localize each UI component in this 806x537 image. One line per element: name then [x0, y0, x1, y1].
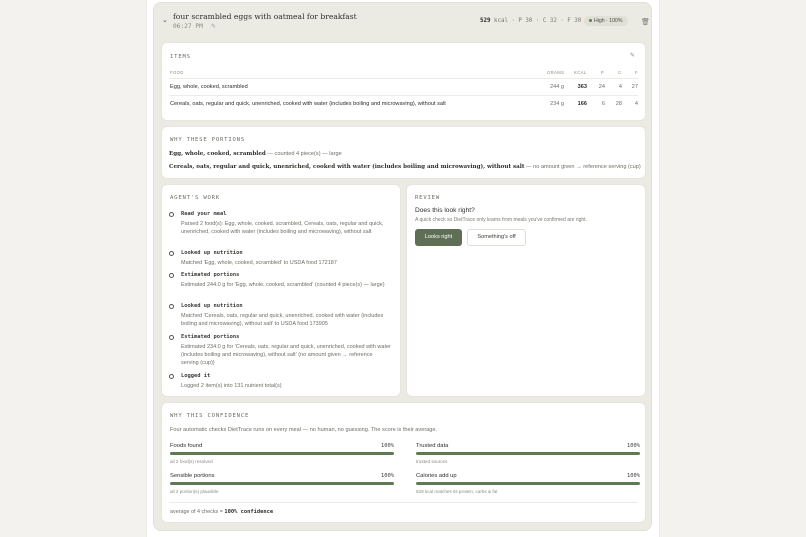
divider — [169, 78, 638, 79]
col-header-grams: GRAMS — [547, 70, 565, 75]
check-percent: 100% — [381, 443, 394, 449]
check-sub: trusted sources — [416, 459, 448, 464]
meal-macros — [480, 18, 581, 24]
step-heading: Logged it — [181, 373, 211, 379]
check-sub: all 2 portion(s) plausible — [170, 489, 219, 494]
col-header-f: F — [635, 70, 638, 75]
confidence-badge — [584, 16, 628, 26]
check-percent: 100% — [627, 473, 640, 479]
average-prefix: average of 4 checks = — [170, 509, 225, 515]
step-detail: Matched 'Egg, whole, cooked, scrambled' to USDA food 172187 — [181, 260, 337, 266]
step-detail: Estimated 234.0 g for 'Cereals, oats, regular and quick, unenriched, cooked with water (includes boiling and microwaving), without salt' (no amount given → reference serving (cup)) — [181, 344, 391, 366]
step-circle-icon — [169, 251, 174, 256]
item-food: Cereals, oats, regular and quick, unenriched, cooked with water (includes boiling and microwaving), without salt — [170, 101, 446, 107]
item-grams: 234 g — [550, 101, 564, 107]
meal-kcal: 529 — [480, 18, 491, 24]
check-bar-fill — [170, 452, 394, 455]
check-label: Sensible portions — [170, 473, 215, 479]
divider — [169, 502, 638, 503]
portion-note: — counted 4 piece(s) — large — [265, 151, 342, 157]
col-header-food: FOOD — [170, 70, 184, 75]
edit-items-icon[interactable]: ✎ — [630, 53, 636, 59]
check-percent: 100% — [381, 473, 394, 479]
confidence-intro: Four automatic checks DietTrace runs on every meal — no human, no guessing. The score is their average. — [170, 427, 438, 433]
check-label: Calories add up — [416, 473, 457, 479]
status-dot-icon — [589, 19, 592, 22]
confidence-title: WHY THIS CONFIDENCE — [170, 413, 250, 419]
check-sub: 529 kcal matches its protein, carbs & fat — [416, 489, 498, 494]
items-card — [161, 42, 646, 121]
step-heading: Estimated portions — [181, 272, 240, 278]
check-label: Trusted data — [416, 443, 449, 449]
step-circle-icon — [169, 304, 174, 309]
step-detail: Matched 'Cereals, oats, regular and quick, unenriched, cooked with water (includes boiling and microwaving), without salt' to USDA food 173905 — [181, 313, 384, 327]
review-card — [406, 184, 646, 397]
item-fat: 4 — [634, 101, 638, 107]
portion-food: Cereals, oats, regular and quick, unenriched, cooked with water (includes boiling and microwaving), without salt — [169, 164, 525, 170]
review-subtitle: A quick check so DietTrace only learns from meals you've confirmed are right. — [415, 217, 587, 223]
portions-title: WHY THESE PORTIONS — [170, 137, 246, 143]
chevron-down-icon[interactable]: ⌄ — [162, 17, 168, 24]
check-bar — [170, 452, 394, 455]
portion-food: Egg, whole, cooked, scrambled — [169, 151, 266, 157]
check-label: Foods found — [170, 443, 203, 449]
step-detail: Estimated 244.0 g for 'Egg, whole, cooked, scrambled' (counted 4 piece(s) — large) — [181, 282, 385, 288]
check-bar-fill — [416, 482, 640, 485]
col-header-p: P — [601, 70, 605, 75]
step-heading: Looked up nutrition — [181, 250, 243, 256]
divider — [169, 95, 638, 96]
col-header-kcal: KCAL — [574, 70, 587, 75]
confidence-badge-text: High · 100% — [594, 18, 623, 24]
average-summary — [170, 509, 273, 515]
meal-macro-values: · P 30 · C 32 · F 30 — [511, 18, 582, 24]
check-bar — [170, 482, 394, 485]
items-title: ITEMS — [170, 54, 191, 60]
portion-note: — no amount given → reference serving (cup) — [524, 164, 641, 170]
check-bar-fill — [416, 452, 640, 455]
step-circle-icon — [169, 212, 174, 217]
confidence-card — [161, 402, 646, 523]
item-kcal: 363 — [577, 84, 587, 90]
meal-card — [153, 2, 652, 531]
check-bar — [416, 482, 640, 485]
item-fat: 27 — [631, 84, 638, 90]
item-food: Egg, whole, cooked, scrambled — [170, 84, 248, 90]
portions-card — [161, 126, 646, 179]
item-grams: 244 g — [550, 84, 564, 90]
meal-kcal-unit: kcal — [493, 18, 508, 24]
review-question: Does this look right? — [415, 207, 475, 214]
item-protein: 6 — [601, 101, 605, 107]
check-bar — [416, 452, 640, 455]
check-bar-fill — [170, 482, 394, 485]
portion-row — [169, 164, 641, 170]
portion-row — [169, 151, 342, 157]
average-value: 100% confidence — [224, 509, 274, 515]
step-circle-icon — [169, 374, 174, 379]
item-kcal: 166 — [577, 101, 587, 107]
col-header-c: C — [618, 70, 622, 75]
meal-title: four scrambled eggs with oatmeal for breakfast — [173, 12, 357, 21]
meal-time: 06:27 PM — [173, 23, 203, 30]
agent-work-card — [161, 184, 401, 397]
check-percent: 100% — [627, 443, 640, 449]
step-circle-icon — [169, 273, 174, 278]
step-circle-icon — [169, 335, 174, 340]
item-protein: 24 — [598, 84, 605, 90]
something-off-button[interactable]: Something's off — [467, 229, 526, 246]
step-heading: Read your meal — [181, 211, 227, 217]
agent-work-title: AGENT'S WORK — [170, 195, 221, 201]
delete-meal-icon[interactable]: 🗑 — [641, 19, 650, 26]
step-heading: Looked up nutrition — [181, 303, 243, 309]
step-detail: Logged 2 item(s) into 131 nutrient total(s) — [181, 383, 282, 389]
looks-right-button[interactable]: Looks right — [415, 229, 462, 246]
review-title: REVIEW — [415, 195, 441, 201]
step-detail: Parsed 2 food(s): Egg, whole, cooked, scrambled, Cereals, oats, regular and quick, unenriched, cooked with water (includes boiling and microwaving), without salt — [181, 221, 384, 235]
item-carbs: 4 — [618, 84, 622, 90]
edit-time-icon[interactable]: ✎ — [211, 24, 217, 30]
check-sub: all 2 food(s) resolved — [170, 459, 213, 464]
item-carbs: 28 — [615, 101, 622, 107]
step-heading: Estimated portions — [181, 334, 240, 340]
